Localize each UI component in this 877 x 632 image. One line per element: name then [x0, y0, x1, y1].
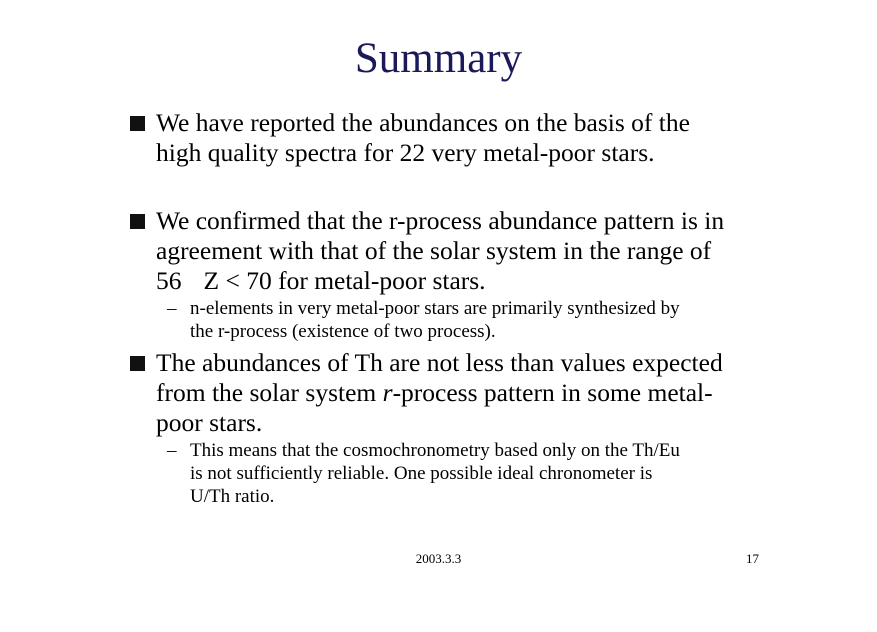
page-number: 17	[746, 551, 759, 566]
bullet-3-line-3: poor stars.	[156, 408, 263, 437]
range-start: 56	[156, 266, 182, 295]
square-bullet-icon	[130, 214, 145, 229]
bullet-2	[156, 206, 796, 296]
bullet-3-line-2-b: -process pattern in some metal-	[392, 378, 713, 407]
bullet-2-line-3	[156, 266, 796, 296]
bullet-3	[156, 348, 796, 438]
bullet-3-line-1: The abundances of Th are not less than values expected	[156, 348, 723, 377]
bullet-2-line-1: We confirmed that the r-process abundance pattern is in	[156, 206, 725, 235]
square-bullet-icon	[130, 356, 145, 371]
sub-bullet-2-line-1: n-elements in very metal-poor stars are primarily synthesized by	[190, 298, 680, 319]
footer-date: 2003.3.3	[415, 551, 462, 566]
sub-bullet-3	[167, 439, 780, 508]
sub-bullet-3-line-1: This means that the cosmochronometry based only on the Th/Eu	[190, 440, 680, 461]
bullet-2-line-2: agreement with that of the solar system in the range of	[156, 236, 712, 265]
square-bullet-icon	[130, 116, 145, 131]
sub-bullet-2	[167, 297, 780, 343]
bullet-1-line-1: We have reported the abundances on the basis of the	[156, 108, 690, 137]
dash-bullet-icon: –	[167, 440, 177, 461]
bullet-1	[156, 108, 796, 168]
italic-r: r	[382, 378, 393, 407]
bullet-1-line-2: high quality spectra for 22 very metal-poor stars.	[156, 138, 655, 167]
dash-bullet-icon: –	[167, 298, 177, 319]
bullet-3-line-2	[156, 378, 796, 408]
sub-bullet-3-line-2: is not sufficiently reliable. One possible ideal chronometer is	[190, 463, 653, 484]
sub-bullet-2-line-2: the r-process (existence of two process).	[190, 321, 496, 342]
range-rest: Z < 70 for metal-poor stars.	[203, 266, 486, 295]
bullet-3-line-2-a: from the solar system	[156, 378, 383, 407]
slide-title: Summary	[354, 35, 523, 82]
sub-bullet-3-line-3: U/Th ratio.	[190, 486, 275, 507]
